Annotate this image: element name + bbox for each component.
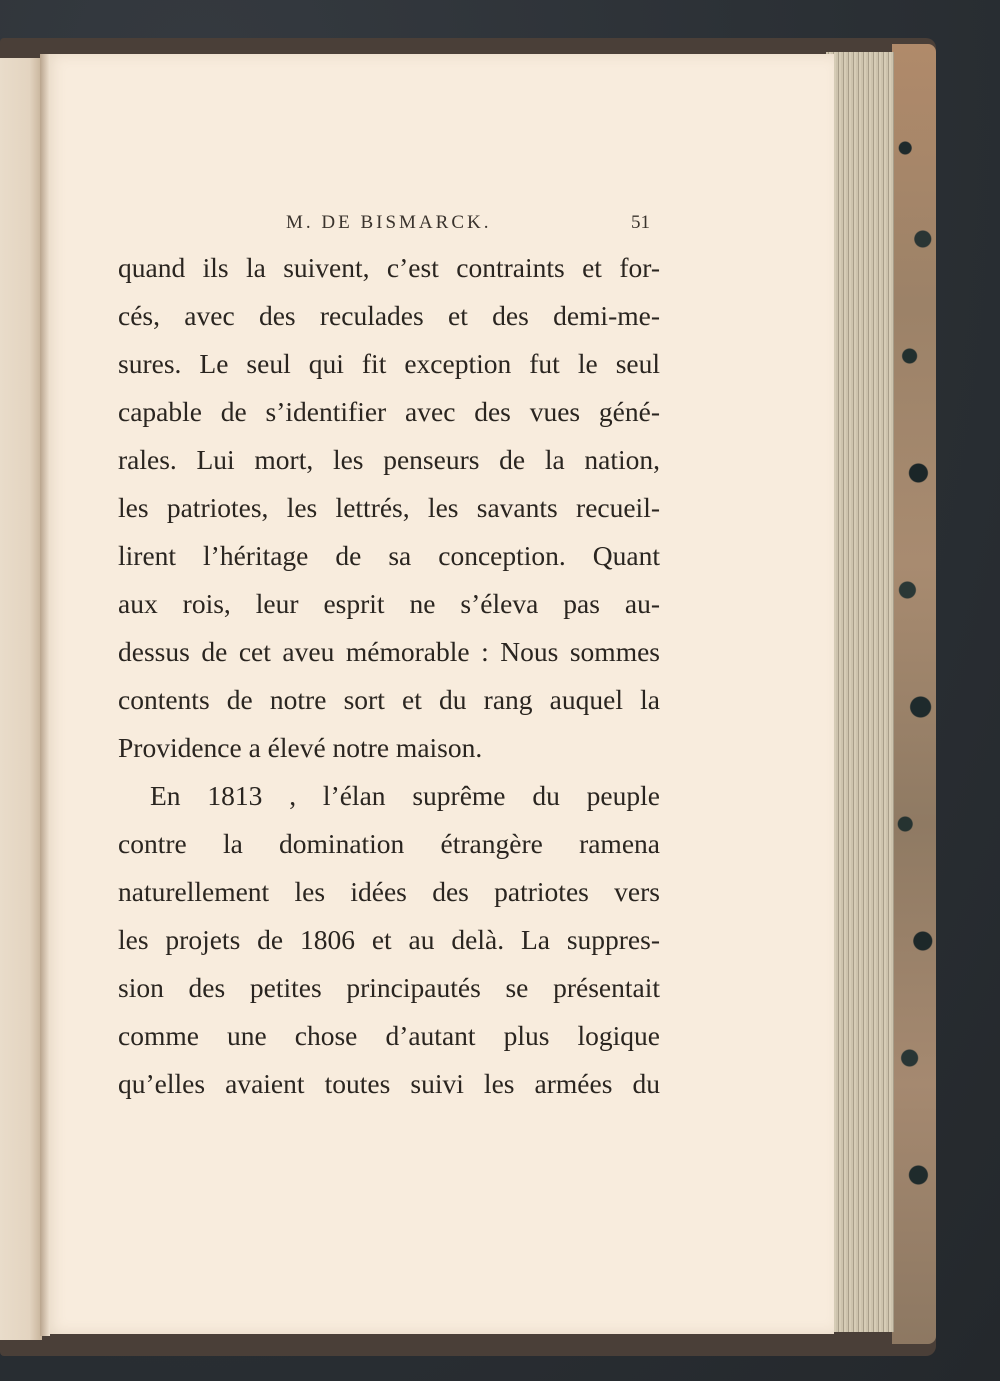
text-line: Providence a élevé notre maison. <box>118 732 483 763</box>
page-block-edges <box>826 52 894 1332</box>
running-title: M. DE BISMARCK. <box>286 212 492 233</box>
text-line: rales. Lui mort, les penseurs de la nation, <box>118 444 660 475</box>
text-line: cés, avec des reculades et des demi-me- <box>118 300 660 331</box>
text-line: dessus de cet aveu mémorable : Nous sommes <box>118 636 660 667</box>
text-line: naturellement les idées des patriotes vers <box>118 876 660 907</box>
paragraph-start-line: En 1813 , l’élan suprême du peuple <box>150 780 660 811</box>
text-line: contre la domination étrangère ramena <box>118 828 660 859</box>
text-line: les patriotes, les lettrés, les savants recueil- <box>118 492 660 523</box>
text-line: aux rois, leur esprit ne s’éleva pas au- <box>118 588 660 619</box>
text-line: capable de s’identifier avec des vues géné- <box>118 396 660 427</box>
text-line: sion des petites principautés se présentait <box>118 972 660 1003</box>
text-line: contents de notre sort et du rang auquel la <box>118 684 660 715</box>
text-line: qu’elles avaient toutes suivi les armées du <box>118 1068 660 1099</box>
body-text <box>118 244 660 1108</box>
text-line: sures. Le seul qui fit exception fut le seul <box>118 348 660 379</box>
page-number: 51 <box>631 212 650 233</box>
left-page-edge <box>0 58 42 1340</box>
text-line: les projets de 1806 et au delà. La suppres- <box>118 924 660 955</box>
text-line: quand ils la suivent, c’est contraints et for- <box>118 252 660 283</box>
spine-shadow <box>40 54 50 1336</box>
text-line: comme une chose d’autant plus logique <box>118 1020 660 1051</box>
marbled-cover-edge <box>892 44 936 1344</box>
text-line: lirent l’héritage de sa conception. Quant <box>118 540 660 571</box>
